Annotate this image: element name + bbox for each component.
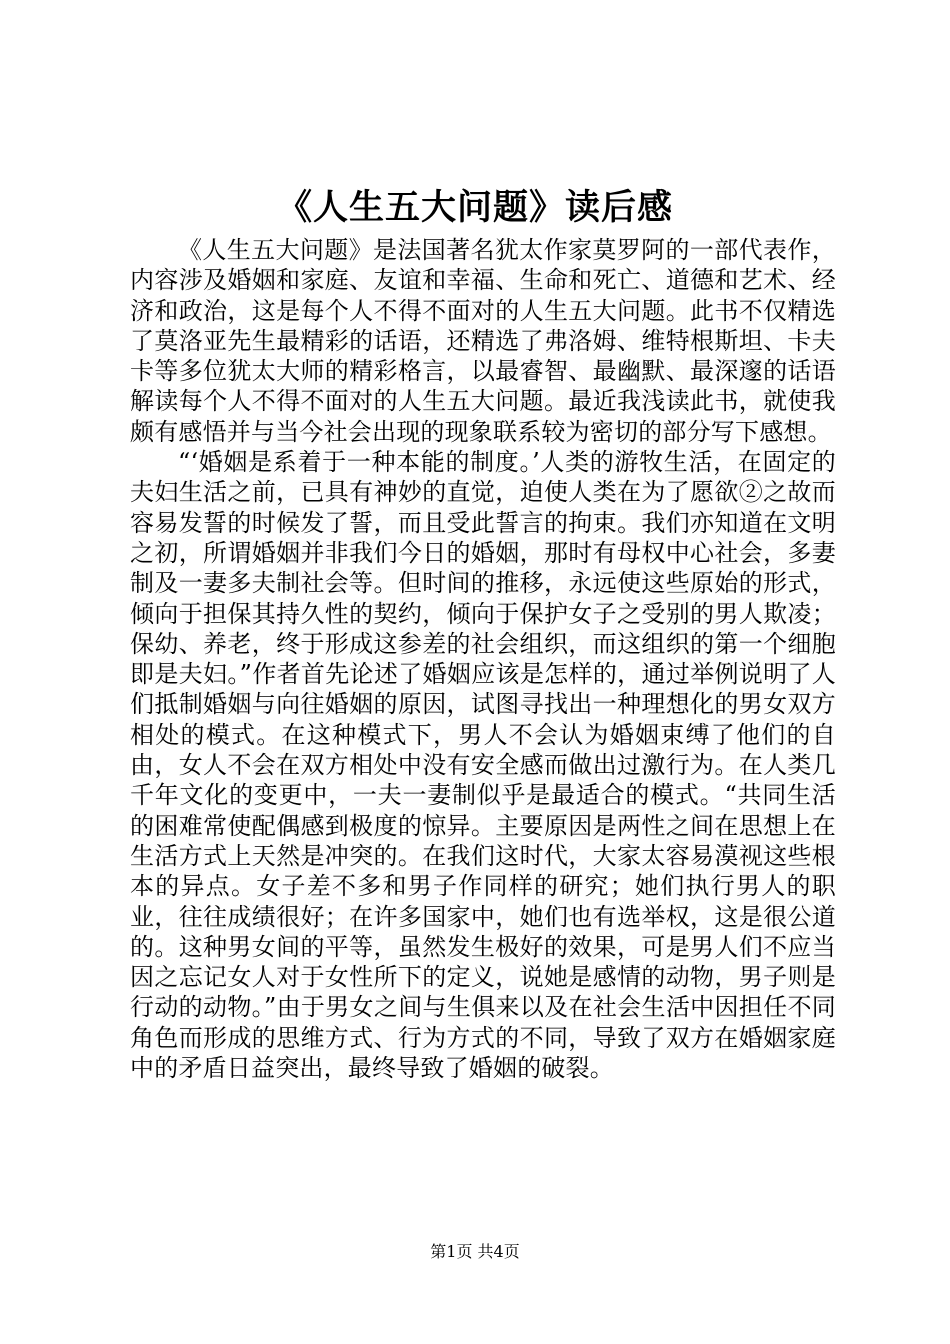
document-body bbox=[130, 235, 836, 1083]
document-title: 《人生五大问题》读后感 bbox=[276, 187, 673, 228]
paragraph-intro: 《人生五大问题》是法国著名犹太作家莫罗阿的一部代表作，内容涉及婚姻和家庭、友谊和幸福、生命和死亡、道德和艺术、经济和政治，这是每个人不得不面对的人生五大问题。此书不仅精选了莫洛亚先生最精彩的话语，还精选了弗洛姆、维特根斯坦、卡夫卡等多位犹太大师的精彩格言，以最睿智、最幽默、最深邃的话语解读每个人不得不面对的人生五大问题。最近我浅读此书，就使我颇有感悟并与当今社会出现的现象联系较为密切的部分写下感想。 bbox=[130, 236, 836, 446]
page-footer: 第1页 共4页 bbox=[430, 1242, 520, 1261]
paragraph-marriage: “‘婚姻是系着于一种本能的制度。’人类的游牧生活，在固定的夫妇生活之前，已具有神妙的直觉，迫使人类在为了愿欲②之故而容易发誓的时候发了誓，而且受此誓言的拘束。我们亦知道在文明之初，所谓婚姻并非我们今日的婚姻，那时有母权中心社会，多妻制及一妻多夫制社会等。但时间的推移，永远使这些原始的形式，倾向于担保其持久性的契约，倾向于保护女子之受别的男人欺凌；保幼、养老，终于形成这参差的社会组织，而这组织的第一个细胞即是夫妇。”作者首先论述了婚姻应该是怎样的，通过举例说明了人们抵制婚姻与向往婚姻的原因，试图寻找出一种理想化的男女双方相处的模式。在这种模式下，男人不会认为婚姻束缚了他们的自由，女人不会在双方相处中没有安全感而做出过激行为。在人类几千年文化的变更中，一夫一妻制似乎是最适合的模式。“共同生活的困难常使配偶感到极度的惊异。主要原因是两性之间在思想上在生活方式上天然是冲突的。在我们这时代，大家太容易漠视这些根本的异点。女子差不多和男子作同样的研究；她们执行男人的职业，往往成绩很好；在许多国家中，她们也有选举权，这是很公道的。这种男女间的平等，虽然发生极好的效果，可是男人们不应当因之忘记女人对于女性所下的定义，说她是感情的动物，男子则是行动的动物。”由于男女之间与生俱来以及在社会生活中因担任不同角色而形成的思维方式、行为方式的不同，导致了双方在婚姻家庭中的矛盾日益突出，最终导致了婚姻的破裂。 bbox=[130, 448, 836, 1083]
